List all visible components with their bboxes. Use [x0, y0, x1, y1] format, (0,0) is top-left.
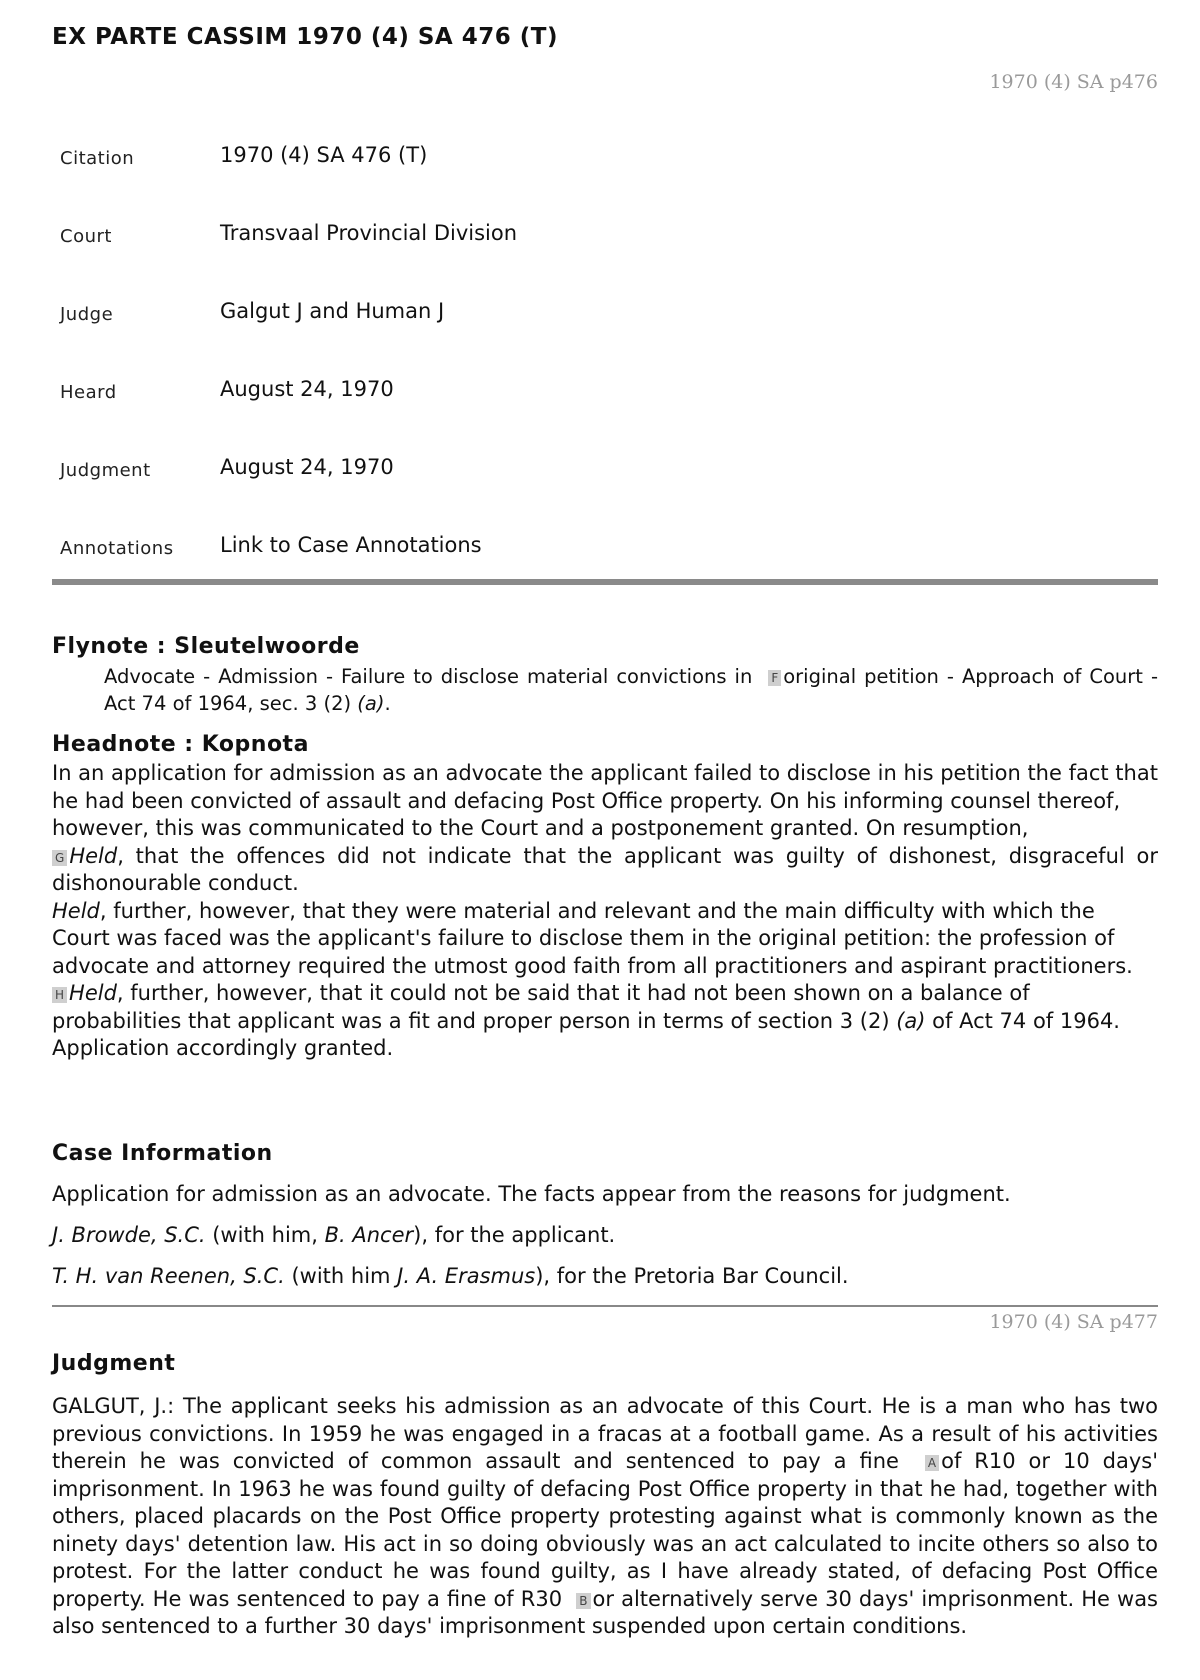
- meta-value: August 24, 1970: [220, 455, 394, 479]
- flynote-text: Advocate - Admission - Failure to disclose material convictions in F original petition - Approach of Court - Act 74 of 1964, sec. 3 (2) (a).: [104, 665, 1158, 715]
- counsel-bar-council: T. H. van Reenen, S.C. (with him J. A. Erasmus), for the Pretoria Bar Council.: [52, 1264, 849, 1288]
- page-reference: 1970 (4) SA p476: [989, 71, 1158, 93]
- case-information-text: Application for admission as an advocate. The facts appear from the reasons for judgment.: [52, 1182, 1011, 1206]
- meta-value: Transvaal Provincial Division: [220, 221, 518, 245]
- counsel-applicant: J. Browde, S.C. (with him, B. Ancer), for the applicant.: [52, 1223, 616, 1247]
- headnote-paragraph: H Held, further, however, that it could not be said that it had not been shown on a balance of probabilities that applicant was a fit and proper person in terms of section 3 (2) (a) of Act 74 of 1964. Application accordingly granted.: [52, 981, 1120, 1060]
- meta-label: Court: [60, 226, 112, 247]
- meta-label: Annotations: [60, 538, 174, 559]
- meta-row-judgment: [60, 450, 517, 528]
- meta-value: August 24, 1970: [220, 377, 394, 401]
- judgment-heading: Judgment: [52, 1351, 176, 1376]
- page-divider: [52, 1305, 1158, 1307]
- meta-label: Judge: [60, 304, 114, 325]
- case-information-heading: Case Information: [52, 1141, 273, 1166]
- flynote-heading: Flynote : Sleutelwoorde: [52, 634, 360, 659]
- case-metadata-table: [60, 138, 517, 606]
- headnote-paragraph: Held, further, however, that they were material and relevant and the main difficulty with which the Court was faced was the applicant's failure to disclose them in the original petition: the profession of advocate and attorney required the utmost good faith from all practitioners and aspirant practitioners.: [52, 898, 1133, 978]
- margin-letter: A: [925, 1455, 939, 1471]
- meta-label: Judgment: [60, 460, 151, 481]
- section-divider: [52, 579, 1158, 585]
- meta-label: Citation: [60, 148, 135, 169]
- meta-row-heard: [60, 372, 517, 450]
- headnote-body: [52, 760, 1158, 1063]
- judgment-text: GALGUT, J.: The applicant seeks his admission as an advocate of this Court. He is a man who has two previous convictions. In 1959 he was engaged in a fracas at a football game. As a result of his activities therein he was convicted of common assault and sentenced to pay a fine A of R10 or 10 days' imprisonment. In 1963 he was found guilty of defacing Post Office property in that he had, together with others, placed placards on the Post Office property protesting against what is commonly known as the ninety days' detention law. His act in so doing obviously was an act calculated to incite others so also to protest. For the latter conduct he was found guilty, as I have already stated, of defacing Post Office property. He was sentenced to pay a fine of R30 B or alternatively serve 30 days' imprisonment. He was also sentenced to a further 30 days' imprisonment suspended upon certain conditions.: [52, 1394, 1158, 1638]
- margin-letter: H: [52, 987, 67, 1003]
- headnote-paragraph: G Held, that the offences did not indicate that the applicant was guilty of dishonest, disgraceful or dishonourable conduct.: [52, 843, 1158, 895]
- meta-row-judge: [60, 294, 517, 372]
- page-reference: 1970 (4) SA p477: [989, 1311, 1158, 1333]
- headnote-heading: Headnote : Kopnota: [52, 732, 309, 757]
- margin-letter: B: [576, 1593, 590, 1609]
- meta-label: Heard: [60, 382, 117, 403]
- case-annotations-link[interactable]: Link to Case Annotations: [220, 533, 482, 557]
- headnote-paragraph: In an application for admission as an advocate the applicant failed to disclose in his petition the fact that he had been convicted of assault and defacing Post Office property. On his informing counsel thereof, however, this was communicated to the Court and a postponement granted. On resumption,: [52, 761, 1158, 840]
- margin-letter: F: [768, 670, 781, 686]
- meta-value: 1970 (4) SA 476 (T): [220, 143, 428, 167]
- meta-row-court: [60, 216, 517, 294]
- meta-value: [220, 528, 517, 606]
- meta-row-citation: [60, 138, 517, 216]
- margin-letter: G: [52, 850, 67, 866]
- case-title: EX PARTE CASSIM 1970 (4) SA 476 (T): [52, 24, 558, 50]
- meta-row-annotations: [60, 528, 517, 606]
- meta-value: Galgut J and Human J: [220, 299, 445, 323]
